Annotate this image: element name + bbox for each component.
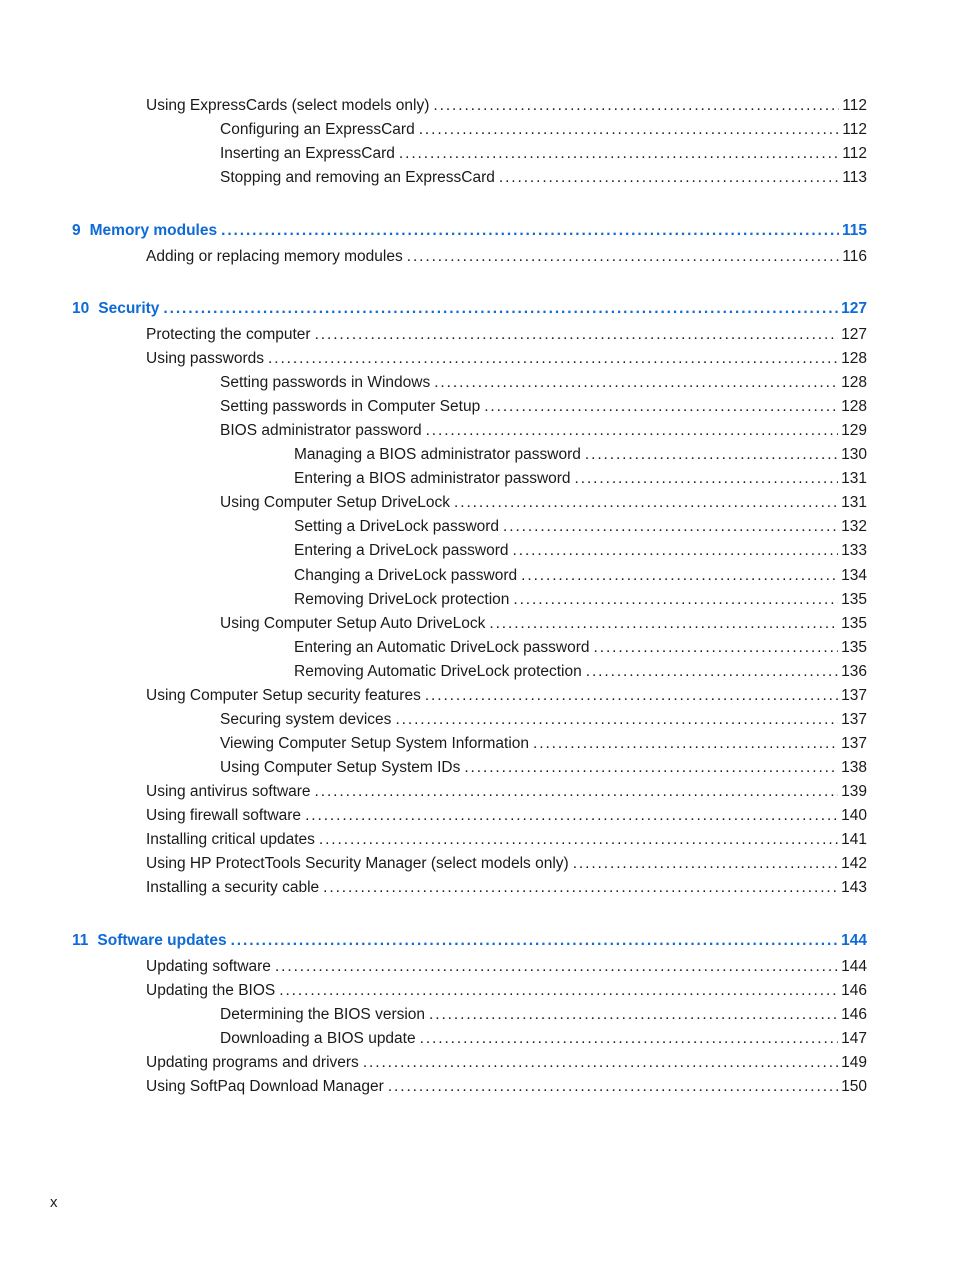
toc-entry-title: Setting passwords in Windows xyxy=(220,374,431,391)
dot-leader xyxy=(315,324,839,346)
dot-leader xyxy=(268,348,838,370)
toc-entry-title: Setting passwords in Computer Setup xyxy=(220,398,481,415)
dot-leader xyxy=(305,805,838,827)
toc-entry-title: Downloading a BIOS update xyxy=(220,1030,416,1047)
toc-entry[interactable] xyxy=(220,167,867,189)
toc-entry-title: Securing system devices xyxy=(220,711,392,728)
toc-chapter-entry[interactable] xyxy=(72,930,867,952)
toc-entry[interactable] xyxy=(220,420,867,442)
chapter-title: Security xyxy=(98,300,160,317)
toc-entry[interactable] xyxy=(294,589,867,611)
toc-entry[interactable] xyxy=(220,613,867,635)
toc-page-number: 112 xyxy=(842,121,867,138)
dot-leader xyxy=(503,516,838,538)
toc-page-number: 140 xyxy=(841,807,867,824)
dot-leader xyxy=(363,1052,838,1074)
toc-entry[interactable] xyxy=(146,805,867,827)
toc-entry-title: Using SoftPaq Download Manager xyxy=(146,1078,384,1095)
chapter-number: 9 xyxy=(72,222,81,239)
toc-entry-title: Updating the BIOS xyxy=(146,982,276,999)
dot-leader xyxy=(454,492,838,514)
toc-entry-title: Updating software xyxy=(146,958,271,975)
toc-page-number: 135 xyxy=(841,615,867,632)
chapter-title: Memory modules xyxy=(89,222,218,239)
toc-entry-title: Using Computer Setup Auto DriveLock xyxy=(220,615,486,632)
toc-entry[interactable] xyxy=(220,1004,867,1026)
toc-page-number: 144 xyxy=(841,932,867,949)
toc-entry-title: Adding or replacing memory modules xyxy=(146,248,403,265)
toc-entry-title: Setting a DriveLock password xyxy=(294,518,500,535)
toc-page-number: 128 xyxy=(841,350,867,367)
toc-entry-title: Using passwords xyxy=(146,350,265,367)
chapter-number: 11 xyxy=(72,932,89,949)
toc-page-number: 131 xyxy=(841,494,867,511)
toc-page-number: 137 xyxy=(841,687,867,704)
toc-entry[interactable] xyxy=(146,829,867,851)
toc-page-number: 128 xyxy=(841,374,867,391)
page-number: x xyxy=(50,1194,58,1211)
toc-entry-title: Changing a DriveLock password xyxy=(294,567,518,584)
toc-entry-title: Installing a security cable xyxy=(146,879,320,896)
toc-page-number: 116 xyxy=(842,248,867,265)
toc-entry-title: Installing critical updates xyxy=(146,831,315,848)
dot-leader xyxy=(585,444,838,466)
toc-entry[interactable] xyxy=(146,781,867,803)
dot-leader xyxy=(484,396,838,418)
toc-entry-title: Removing DriveLock protection xyxy=(294,591,510,608)
toc-entry[interactable] xyxy=(220,143,867,165)
dot-leader xyxy=(433,95,839,117)
toc-page-number: 134 xyxy=(841,567,867,584)
dot-leader xyxy=(315,781,839,803)
dot-leader xyxy=(395,709,838,731)
chapter-number: 10 xyxy=(72,300,90,317)
dot-leader xyxy=(464,757,838,779)
toc-entry-title: Inserting an ExpressCard xyxy=(220,145,395,162)
toc-entry[interactable] xyxy=(146,877,867,899)
toc-entry[interactable] xyxy=(146,1076,867,1098)
dot-leader xyxy=(419,119,840,141)
toc-entry[interactable] xyxy=(146,685,867,707)
dot-leader xyxy=(231,930,839,952)
toc-entry-title: Using antivirus software xyxy=(146,783,311,800)
toc-entry-title: Using ExpressCards (select models only) xyxy=(146,97,430,114)
dot-leader xyxy=(434,372,838,394)
toc-page-number: 112 xyxy=(842,145,867,162)
toc-page-number: 131 xyxy=(841,470,867,487)
toc-entry-title: Configuring an ExpressCard xyxy=(220,121,415,138)
toc-page-number: 135 xyxy=(841,639,867,656)
toc-page-number: 132 xyxy=(841,518,867,535)
toc-entry[interactable] xyxy=(220,396,867,418)
toc-page-number: 129 xyxy=(841,422,867,439)
toc-entry[interactable] xyxy=(146,956,867,978)
toc-entry-title: Using Computer Setup System IDs xyxy=(220,759,461,776)
toc-page-number: 127 xyxy=(841,300,867,317)
toc-entry[interactable] xyxy=(220,709,867,731)
toc-entry-title: Stopping and removing an ExpressCard xyxy=(220,169,495,186)
toc-page-number: 136 xyxy=(841,663,867,680)
toc-entry[interactable] xyxy=(146,1052,867,1074)
toc-entry-title xyxy=(72,298,159,320)
toc-chapter-entry[interactable] xyxy=(72,298,867,320)
toc-page-number: 144 xyxy=(841,958,867,975)
toc-entry-title: BIOS administrator password xyxy=(220,422,422,439)
toc-entry[interactable] xyxy=(146,95,867,117)
toc-page-number: 115 xyxy=(841,222,867,239)
toc-entry-title: Updating programs and drivers xyxy=(146,1054,359,1071)
chapter-title: Software updates xyxy=(97,932,227,949)
dot-leader xyxy=(575,468,839,490)
toc-entry[interactable] xyxy=(294,444,867,466)
toc-page-number: 113 xyxy=(842,169,867,186)
dot-leader xyxy=(426,420,839,442)
toc-entry-title: Determining the BIOS version xyxy=(220,1006,426,1023)
toc-entry-title: Protecting the computer xyxy=(146,326,311,343)
toc-page-number: 150 xyxy=(841,1078,867,1095)
toc-entry[interactable] xyxy=(146,246,867,268)
dot-leader xyxy=(420,1028,839,1050)
dot-leader xyxy=(221,220,839,242)
dot-leader xyxy=(513,540,839,562)
toc-page-number: 130 xyxy=(841,446,867,463)
toc-entry[interactable] xyxy=(294,661,867,683)
toc-page-number: 149 xyxy=(841,1054,867,1071)
toc-entry[interactable] xyxy=(220,757,867,779)
dot-leader xyxy=(429,1004,838,1026)
dot-leader xyxy=(388,1076,838,1098)
toc-entry-title: Using firewall software xyxy=(146,807,302,824)
dot-leader xyxy=(163,298,838,320)
toc-page-number: 143 xyxy=(841,879,867,896)
toc-page-number: 147 xyxy=(841,1030,867,1047)
toc-page-number: 137 xyxy=(841,711,867,728)
toc-page-number: 135 xyxy=(841,591,867,608)
toc-page-number: 138 xyxy=(841,759,867,776)
dot-leader xyxy=(521,565,838,587)
toc-entry[interactable] xyxy=(220,119,867,141)
dot-leader xyxy=(573,853,838,875)
toc-entry-title: Entering a DriveLock password xyxy=(294,542,509,559)
toc-entry-title: Viewing Computer Setup System Information xyxy=(220,735,530,752)
dot-leader xyxy=(594,637,839,659)
toc-page-number: 142 xyxy=(841,855,867,872)
toc-entry[interactable] xyxy=(146,980,867,1002)
toc-entry-title: Managing a BIOS administrator password xyxy=(294,446,581,463)
toc-entry[interactable] xyxy=(220,372,867,394)
dot-leader xyxy=(499,167,839,189)
dot-leader xyxy=(513,589,838,611)
toc-entry[interactable] xyxy=(294,637,867,659)
toc-entry-title: Using HP ProtectTools Security Manager (select models only) xyxy=(146,855,569,872)
toc-entry[interactable] xyxy=(146,324,867,346)
toc-entry-title xyxy=(72,930,227,952)
toc-page-number: 127 xyxy=(841,326,867,343)
toc-page-number: 146 xyxy=(841,982,867,999)
dot-leader xyxy=(399,143,839,165)
toc-entry[interactable] xyxy=(146,348,867,370)
toc-page-number: 139 xyxy=(841,783,867,800)
dot-leader xyxy=(533,733,838,755)
toc-page-number: 128 xyxy=(841,398,867,415)
toc-entry-title: Removing Automatic DriveLock protection xyxy=(294,663,582,680)
dot-leader xyxy=(319,829,838,851)
toc-entry-title: Using Computer Setup DriveLock xyxy=(220,494,451,511)
toc-chapter-entry[interactable] xyxy=(72,220,867,242)
dot-leader xyxy=(407,246,840,268)
toc-entry-title: Using Computer Setup security features xyxy=(146,687,421,704)
toc-page-number: 112 xyxy=(842,97,867,114)
toc-entry[interactable] xyxy=(146,853,867,875)
toc-entry[interactable] xyxy=(294,468,867,490)
dot-leader xyxy=(279,980,838,1002)
toc-entry[interactable] xyxy=(220,733,867,755)
toc-page-number: 141 xyxy=(841,831,867,848)
toc-page-number: 137 xyxy=(841,735,867,752)
dot-leader xyxy=(425,685,838,707)
toc-page-number: 133 xyxy=(841,542,867,559)
toc-entry-title xyxy=(72,220,217,242)
dot-leader xyxy=(586,661,838,683)
dot-leader xyxy=(323,877,838,899)
toc-entry[interactable] xyxy=(294,540,867,562)
dot-leader xyxy=(275,956,838,978)
toc-entry[interactable] xyxy=(220,492,867,514)
toc-entry[interactable] xyxy=(220,1028,867,1050)
toc-entry[interactable] xyxy=(294,565,867,587)
toc-page-number: 146 xyxy=(841,1006,867,1023)
toc-entry-title: Entering an Automatic DriveLock password xyxy=(294,639,590,656)
toc-entry-title: Entering a BIOS administrator password xyxy=(294,470,571,487)
toc-entry[interactable] xyxy=(294,516,867,538)
dot-leader xyxy=(489,613,838,635)
